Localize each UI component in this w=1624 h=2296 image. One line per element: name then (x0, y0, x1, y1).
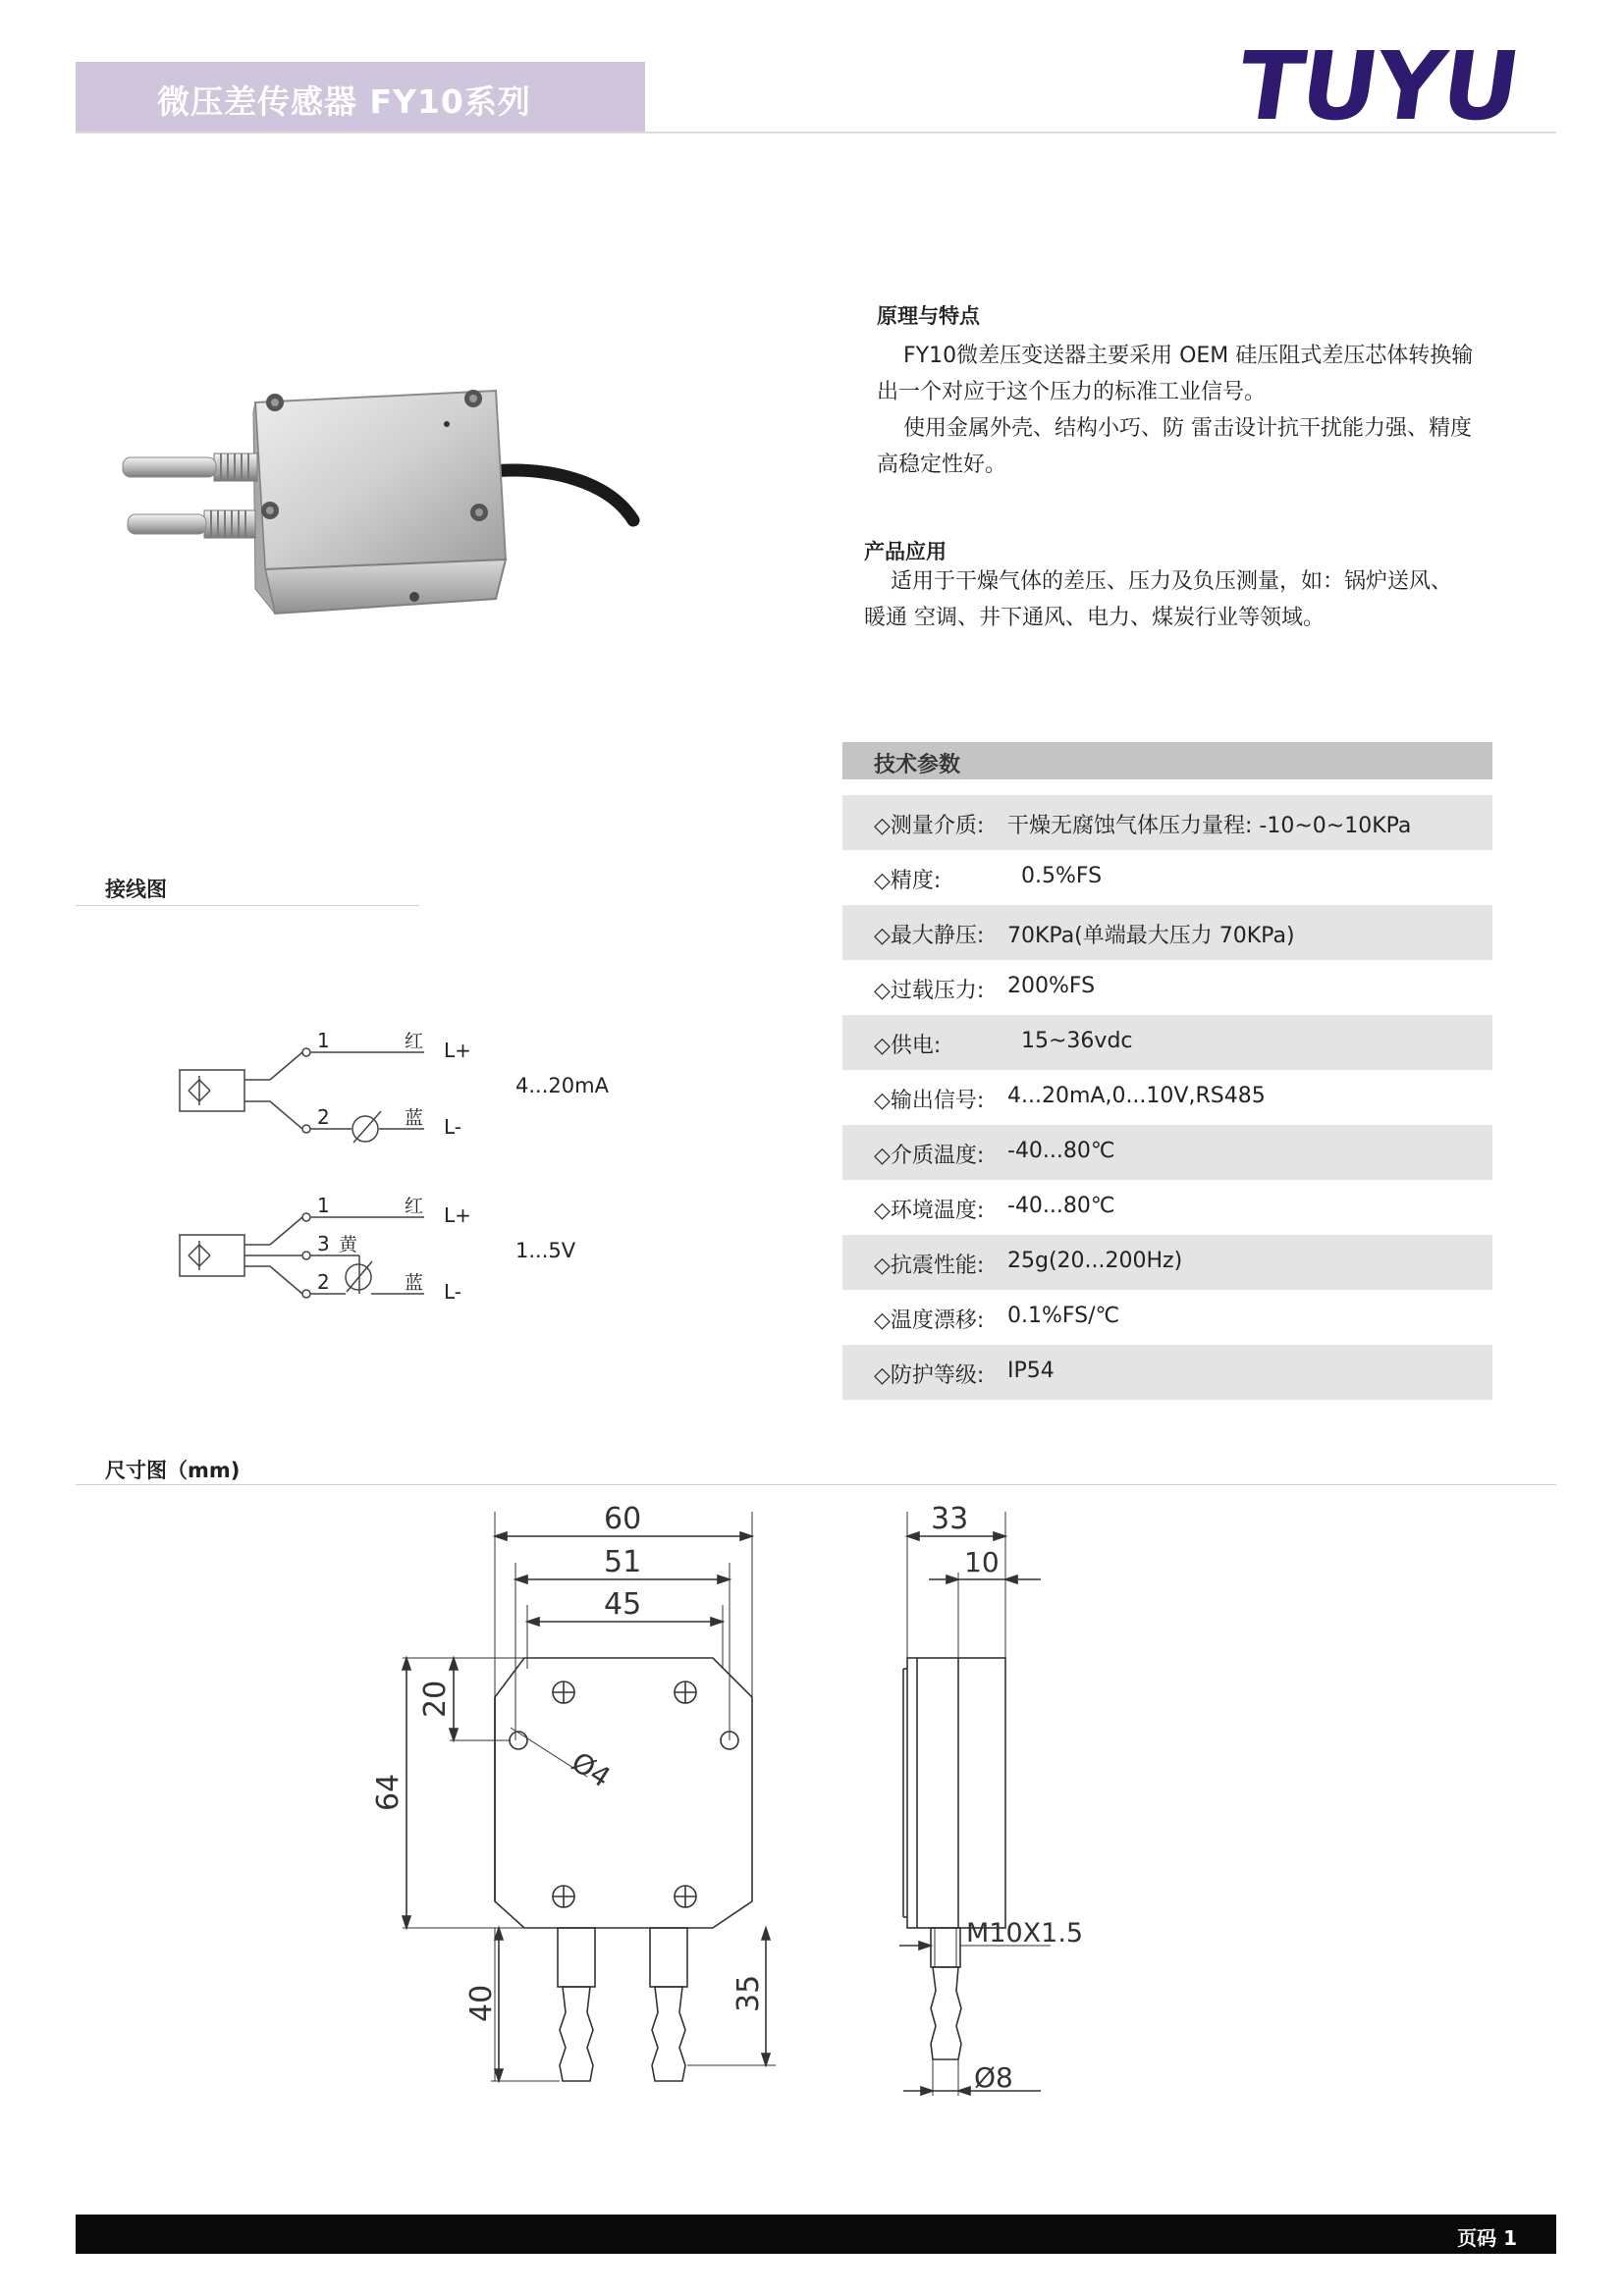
wiring-heading: 接线图 (105, 878, 167, 901)
spec-value: -40...80℃ (1007, 1194, 1115, 1218)
screw-hole (675, 1886, 696, 1907)
page-title: 微压差传感器 FY10系列 (157, 82, 531, 121)
spec-value: 200%FS (1007, 974, 1096, 998)
wire-color-red: 红 (405, 1031, 424, 1052)
wire-lminus: L- (444, 1115, 462, 1139)
spec-row (842, 1125, 1492, 1180)
spec-label: ◇最大静压: (874, 924, 985, 948)
wire-pin-3: 3 (317, 1232, 330, 1255)
spec-label: ◇介质温度: (874, 1144, 985, 1168)
specs-header (842, 742, 1492, 779)
wiring-divider (76, 905, 419, 906)
spec-label: ◇精度: (874, 869, 942, 893)
spec-value: 15~36vdc (1021, 1029, 1133, 1053)
spec-value: 70KPa(单端最大压力 70KPa) (1007, 924, 1295, 948)
wire-lminus: L- (444, 1280, 462, 1304)
wire-color-yellow: 黄 (339, 1234, 358, 1255)
wiring-diagram (157, 1011, 648, 1325)
application-line1: 适用于干燥气体的差压、压力及负压测量，如：锅炉送风、 (891, 569, 1453, 594)
spec-value: 0.1%FS/℃ (1007, 1304, 1120, 1328)
thread-label: M10X1.5 (966, 1918, 1084, 1949)
wire-color-red: 红 (405, 1196, 424, 1217)
spec-value: 干燥无腐蚀气体压力量程: -10~0~10KPa (1007, 814, 1412, 838)
principle-line4: 高稳定性好。 (877, 453, 1007, 477)
dim-20: 20 (418, 1680, 453, 1718)
dim-40: 40 (464, 1984, 499, 2022)
spec-row (842, 905, 1492, 960)
principle-line2: 出一个对应于这个压力的标准工业信号。 (877, 380, 1267, 404)
dim-hole-diameter: Ø4 (566, 1745, 617, 1794)
dim-35: 35 (731, 1974, 766, 2012)
principle-line1: FY10微差压变送器主要采用 OEM 硅压阻式差压芯体转换输 (903, 344, 1474, 368)
screw-hole (553, 1886, 574, 1907)
page-number: 页码 1 (1457, 2226, 1517, 2250)
wire-signal-current: 4...20mA (515, 1074, 609, 1097)
spec-row (842, 1180, 1492, 1235)
spec-label: ◇温度漂移: (874, 1308, 985, 1333)
wire-pin-1: 1 (317, 1194, 330, 1217)
spec-value: 0.5%FS (1021, 864, 1103, 888)
spec-value: IP54 (1007, 1359, 1055, 1383)
footer-bar (76, 2215, 1556, 2254)
dim-45: 45 (604, 1587, 642, 1622)
wire-lplus: L+ (444, 1203, 471, 1227)
wire-color-blue: 蓝 (405, 1272, 424, 1294)
spec-value: 25g(20...200Hz) (1007, 1249, 1183, 1273)
wire-lplus: L+ (444, 1039, 471, 1062)
spec-label: ◇抗震性能: (874, 1254, 985, 1278)
dimension-drawing (363, 1492, 1149, 2140)
specs-heading: 技术参数 (874, 753, 961, 777)
dimensions-divider (76, 1484, 1556, 1485)
wire-pin-1: 1 (317, 1029, 330, 1052)
dim-51: 51 (604, 1545, 642, 1579)
brand-logo: TUYU (1231, 31, 1525, 141)
spec-label: ◇输出信号: (874, 1089, 985, 1113)
spec-label: ◇环境温度: (874, 1199, 985, 1223)
dim-60: 60 (604, 1502, 642, 1536)
dim-10: 10 (964, 1546, 1000, 1578)
spec-row (842, 1345, 1492, 1400)
spec-row (842, 1070, 1492, 1125)
spec-row (842, 1015, 1492, 1070)
spec-label: ◇测量介质: (874, 814, 985, 838)
wire-color-blue: 蓝 (405, 1107, 424, 1129)
dim-33: 33 (931, 1502, 969, 1536)
spec-label: ◇供电: (874, 1034, 942, 1058)
application-heading: 产品应用 (864, 540, 947, 563)
product-photo (98, 373, 648, 648)
spec-row (842, 850, 1492, 905)
wire-pin-2: 2 (317, 1270, 330, 1294)
dim-64: 64 (371, 1773, 406, 1811)
spec-label: ◇防护等级: (874, 1363, 985, 1388)
spec-row (842, 1235, 1492, 1290)
screw-hole (675, 1682, 696, 1703)
dimensions-heading: 尺寸图（mm) (105, 1459, 241, 1482)
application-line2: 暖通 空调、井下通风、电力、煤炭行业等领域。 (864, 606, 1325, 630)
pipe-diameter: Ø8 (974, 2061, 1013, 2094)
spec-label: ◇过载压力: (874, 979, 985, 1003)
spec-value: 4...20mA,0...10V,RS485 (1007, 1084, 1266, 1108)
wire-pin-2: 2 (317, 1105, 330, 1129)
spec-row (842, 1290, 1492, 1345)
principle-line3: 使用金属外壳、结构小巧、防 雷击设计抗干扰能力强、精度 (903, 416, 1472, 441)
principle-heading: 原理与特点 (877, 304, 980, 328)
spec-row (842, 960, 1492, 1015)
spec-row (842, 795, 1492, 850)
screw-hole (553, 1682, 574, 1703)
spec-value: -40...80℃ (1007, 1139, 1115, 1163)
wire-signal-voltage: 1...5V (515, 1239, 576, 1262)
